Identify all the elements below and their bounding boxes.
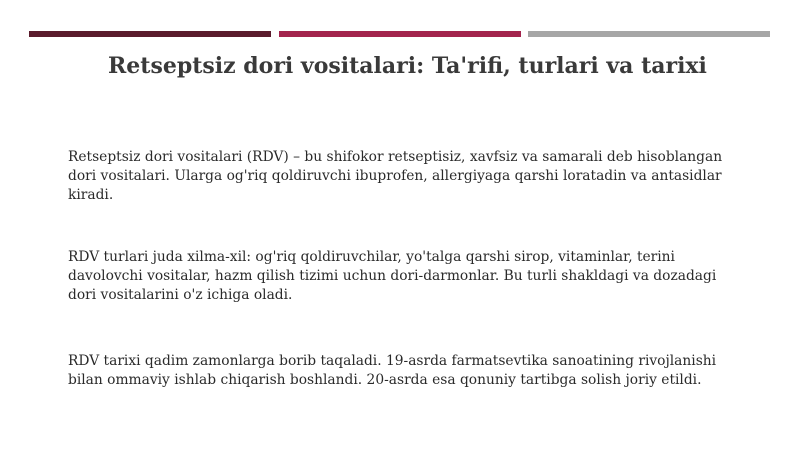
decorative-bar-middle (279, 31, 521, 37)
paragraph-definition: Retseptsiz dori vositalari (RDV) – bu shifokor retseptisiz, xavfsiz va samarali deb hisoblangan dori vositalari. Ularga og'riq qoldiruvchi ibuprofen, allergiyaga qarshi loratadin va antasidlar kiradi. (68, 149, 723, 203)
paragraph-history: RDV tarixi qadim zamonlarga borib taqaladi. 19-asrda farmatsevtika sanoatining rivojlanishi bilan ommaviy ishlab chiqarish boshlandi. 20-asrda esa qonuniy tartibga solish joriy etildi. (68, 353, 717, 388)
paragraph-types: RDV turlari juda xilma-xil: og'riq qoldiruvchilar, yo'talga qarshi sirop, vitaminlar, terini davolovchi vositalar, hazm qilish tizimi uchun dori-darmonlar. Bu turli shakldagi va dozadagi dori vositalarini o'z ichiga oladi. (68, 249, 717, 303)
decorative-bar-right (528, 31, 770, 37)
slide-title: Retseptsiz dori vositalari: Ta'rifi, turlari va tarixi (108, 53, 707, 79)
decorative-bar-left (29, 31, 271, 37)
